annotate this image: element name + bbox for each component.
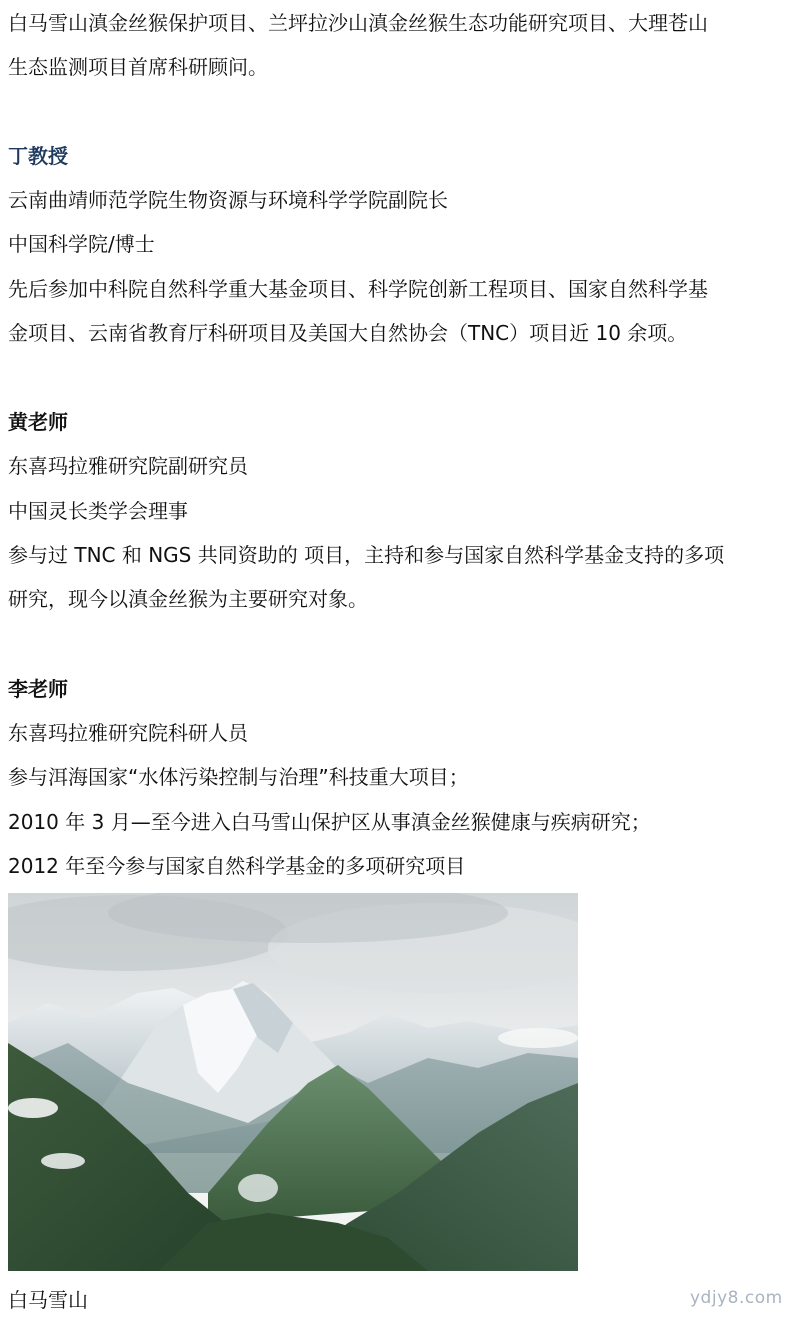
- intro-line-2: 生态监测项目首席科研顾问。: [8, 55, 268, 79]
- profile-li-line-2: 参与洱海国家“水体污染控制与治理”科技重大项目；: [8, 765, 469, 789]
- profile-ding-line-2: 中国科学院/博士: [8, 232, 155, 256]
- profile-huang-line-3: 参与过 TNC 和 NGS 共同资助的 项目，主持和参与国家自然科学基金支持的多项: [8, 543, 725, 567]
- profile-ding-line-4: 金项目、云南省教育厅科研项目及美国大自然协会（TNC）项目近 10 余项。: [8, 321, 688, 345]
- profile-name-li: 李老师: [8, 677, 68, 701]
- photo-caption: 白马雪山: [8, 1288, 88, 1312]
- profile-name-ding: 丁教授: [8, 144, 68, 168]
- profile-li-line-4: 2012 年至今参与国家自然科学基金的多项研究项目: [8, 854, 466, 878]
- profile-ding-line-3: 先后参加中科院自然科学重大基金项目、科学院创新工程项目、国家自然科学基: [8, 277, 708, 301]
- profile-huang-line-1: 东喜玛拉雅研究院副研究员: [8, 454, 248, 478]
- profile-huang-line-2: 中国灵长类学会理事: [8, 499, 188, 523]
- intro-line-1: 白马雪山滇金丝猴保护项目、兰坪拉沙山滇金丝猴生态功能研究项目、大理苍山: [8, 11, 708, 35]
- profile-name-huang: 黄老师: [8, 410, 68, 434]
- profile-li-line-3: 2010 年 3 月—至今进入白马雪山保护区从事滇金丝猴健康与疾病研究；: [8, 810, 651, 834]
- profile-ding-line-1: 云南曲靖师范学院生物资源与环境科学学院副院长: [8, 188, 448, 212]
- profile-li-line-1: 东喜玛拉雅研究院科研人员: [8, 721, 248, 745]
- profile-huang-line-4: 研究，现今以滇金丝猴为主要研究对象。: [8, 587, 368, 611]
- mountain-photo: [8, 893, 578, 1271]
- watermark: ydjy8.com: [690, 1288, 783, 1308]
